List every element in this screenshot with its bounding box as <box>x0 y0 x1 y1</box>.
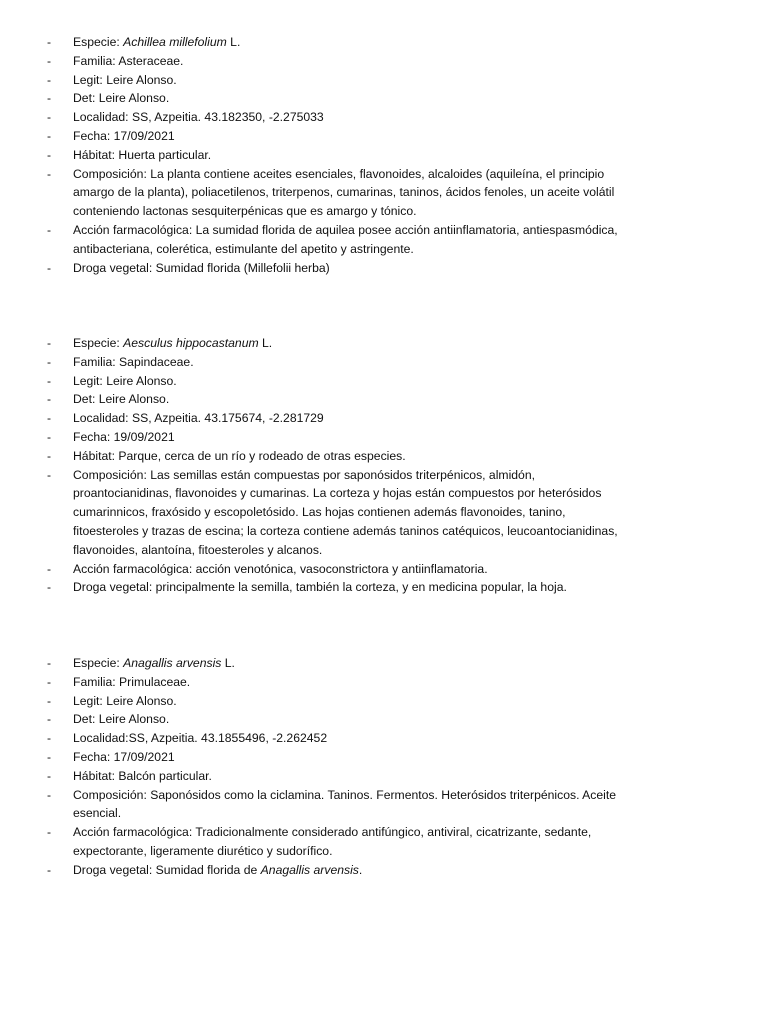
composition-continuation <box>0 202 768 221</box>
date-text: Fecha: 17/09/2021 <box>73 749 175 764</box>
date-line <box>0 127 768 146</box>
species-author: L. <box>258 336 273 350</box>
composition-text: flavonoides, alantoína, fitoesteroles y alcanos. <box>73 542 323 557</box>
bullet-dash: - <box>47 862 52 877</box>
bullet-dash: - <box>47 373 52 388</box>
habitat-text: Hábitat: Parque, cerca de un río y rodeado de otras especies. <box>73 448 406 463</box>
bullet-dash: - <box>47 411 52 426</box>
bullet-dash: - <box>47 110 52 125</box>
composition-continuation <box>0 484 768 503</box>
locality-line <box>0 108 768 127</box>
locality-line <box>0 409 768 428</box>
species-line <box>0 334 768 353</box>
legit-text: Legit: Leire Alonso. <box>73 373 177 388</box>
bullet-dash: - <box>47 336 52 350</box>
composition-text: esencial. <box>73 806 122 821</box>
det-text: Det: Leire Alonso. <box>73 91 170 106</box>
bullet-dash: - <box>47 731 52 746</box>
family-text: Familia: Asteraceae. <box>73 53 184 68</box>
family-line <box>0 673 768 692</box>
habitat-line <box>0 767 768 786</box>
bullet-dash: - <box>47 35 52 49</box>
composition-text: conteniendo lactonas sesquiterpénicas que es amargo y tónico. <box>73 204 417 219</box>
composition-continuation <box>0 804 768 823</box>
vegetal-drug-text: Droga vegetal: Sumidad florida (Millefolii herba) <box>73 260 330 275</box>
species-label: Especie: <box>73 656 124 670</box>
locality-text: Localidad: SS, Azpeitia. 43.182350, -2.275033 <box>73 110 324 125</box>
vegetal-drug-suffix: . <box>358 862 363 877</box>
det-line <box>0 89 768 108</box>
locality-text: Localidad: SS, Azpeitia. 43.175674, -2.281729 <box>73 411 324 426</box>
composition-line <box>0 466 768 485</box>
species-entry <box>0 334 768 597</box>
species-line <box>0 654 768 673</box>
habitat-text: Hábitat: Huerta particular. <box>73 147 212 162</box>
bullet-dash: - <box>47 768 52 783</box>
bullet-dash: - <box>47 260 52 275</box>
pharmacological-action-text: expectorante, ligeramente diurético y sudorífico. <box>73 843 333 858</box>
species-label: Especie: <box>73 336 124 350</box>
pharmacological-action-text: Acción farmacológica: acción venotónica, vasoconstrictora y antiinflamatoria. <box>73 561 488 576</box>
bullet-dash: - <box>47 580 52 595</box>
species-entry <box>0 33 768 277</box>
composition-text: proantocianidinas, flavonoides y cumarinas. La corteza y hojas están compuestos por heterósidos <box>73 486 602 501</box>
family-text: Familia: Sapindaceae. <box>73 354 194 369</box>
bullet-dash: - <box>47 749 52 764</box>
legit-text: Legit: Leire Alonso. <box>73 693 177 708</box>
bullet-dash: - <box>47 392 52 407</box>
pharmacological-action-line <box>0 823 768 842</box>
vegetal-drug-line <box>0 578 768 597</box>
bullet-dash: - <box>47 354 52 369</box>
bullet-dash: - <box>47 674 52 689</box>
pharmacological-action-continuation <box>0 240 768 259</box>
bullet-dash: - <box>47 825 52 840</box>
habitat-line <box>0 447 768 466</box>
species-name: Anagallis arvensis <box>123 656 222 670</box>
composition-continuation <box>0 522 768 541</box>
pharmacological-action-continuation <box>0 842 768 861</box>
bullet-dash: - <box>47 448 52 463</box>
habitat-text: Hábitat: Balcón particular. <box>73 768 212 783</box>
vegetal-drug-line <box>0 861 768 880</box>
composition-text: Composición: Las semillas están compuestas por saponósidos triterpénicos, almidón, <box>73 467 536 482</box>
composition-line <box>0 786 768 805</box>
composition-text: amargo de la planta), poliacetilenos, triterpenos, cumarinas, taninos, ácidos fenoles, un aceite volátil <box>73 185 615 200</box>
habitat-line <box>0 146 768 165</box>
vegetal-drug-italic: Anagallis arvensis <box>260 862 359 877</box>
bullet-dash: - <box>47 91 52 106</box>
bullet-dash: - <box>47 53 52 68</box>
composition-continuation <box>0 503 768 522</box>
bullet-dash: - <box>47 147 52 162</box>
det-line <box>0 390 768 409</box>
composition-text: cumarinnicos, fraxósido y escopoletósido. Las hojas contienen además flavonoides, tanino, <box>73 505 566 520</box>
species-author: L. <box>226 35 241 49</box>
legit-line <box>0 71 768 90</box>
species-name: Achillea millefolium <box>123 35 227 49</box>
vegetal-drug-line <box>0 259 768 278</box>
bullet-dash: - <box>47 128 52 143</box>
date-text: Fecha: 17/09/2021 <box>73 128 175 143</box>
composition-continuation <box>0 183 768 202</box>
composition-line <box>0 165 768 184</box>
composition-text: Composición: La planta contiene aceites esenciales, flavonoides, alcaloides (aquileína, el principio <box>73 166 605 181</box>
composition-text: Composición: Saponósidos como la ciclamina. Taninos. Fermentos. Heterósidos triterpénicos. Aceite <box>73 787 617 802</box>
pharmacological-action-text: antibacteriana, colerética, estimulante del apetito y astringente. <box>73 241 414 256</box>
vegetal-drug-text: Droga vegetal: Sumidad florida de <box>73 862 261 877</box>
pharmacological-action-line <box>0 560 768 579</box>
species-line <box>0 33 768 52</box>
bullet-dash: - <box>47 72 52 87</box>
bullet-dash: - <box>47 166 52 181</box>
family-text: Familia: Primulaceae. <box>73 674 191 689</box>
det-line <box>0 710 768 729</box>
species-name: Aesculus hippocastanum <box>123 336 259 350</box>
det-text: Det: Leire Alonso. <box>73 712 170 727</box>
legit-line <box>0 692 768 711</box>
det-text: Det: Leire Alonso. <box>73 392 170 407</box>
species-label: Especie: <box>73 35 124 49</box>
bullet-dash: - <box>47 712 52 727</box>
pharmacological-action-text: Acción farmacológica: La sumidad florida de aquilea posee acción antiinflamatoria, antiespasmódica, <box>73 222 618 237</box>
species-author: L. <box>221 656 235 670</box>
species-entry <box>0 654 768 880</box>
date-line <box>0 428 768 447</box>
family-line <box>0 353 768 372</box>
bullet-dash: - <box>47 656 52 670</box>
pharmacological-action-line <box>0 221 768 240</box>
locality-line <box>0 729 768 748</box>
pharmacological-action-text: Acción farmacológica: Tradicionalmente considerado antifúngico, antiviral, cicatrizante, sedante, <box>73 825 592 840</box>
bullet-dash: - <box>47 693 52 708</box>
date-line <box>0 748 768 767</box>
bullet-dash: - <box>47 467 52 482</box>
legit-text: Legit: Leire Alonso. <box>73 72 177 87</box>
family-line <box>0 52 768 71</box>
bullet-dash: - <box>47 787 52 802</box>
legit-line <box>0 372 768 391</box>
vegetal-drug-text: Droga vegetal: principalmente la semilla, también la corteza, y en medicina popular, la hoja. <box>73 580 567 595</box>
bullet-dash: - <box>47 222 52 237</box>
composition-text: fitoesteroles y trazas de escina; la corteza contiene además taninos catéquicos, leucoantocianidinas, <box>73 523 618 538</box>
composition-continuation <box>0 541 768 560</box>
locality-text: Localidad:SS, Azpeitia. 43.1855496, -2.262452 <box>73 731 328 746</box>
bullet-dash: - <box>47 429 52 444</box>
date-text: Fecha: 19/09/2021 <box>73 429 175 444</box>
bullet-dash: - <box>47 561 52 576</box>
